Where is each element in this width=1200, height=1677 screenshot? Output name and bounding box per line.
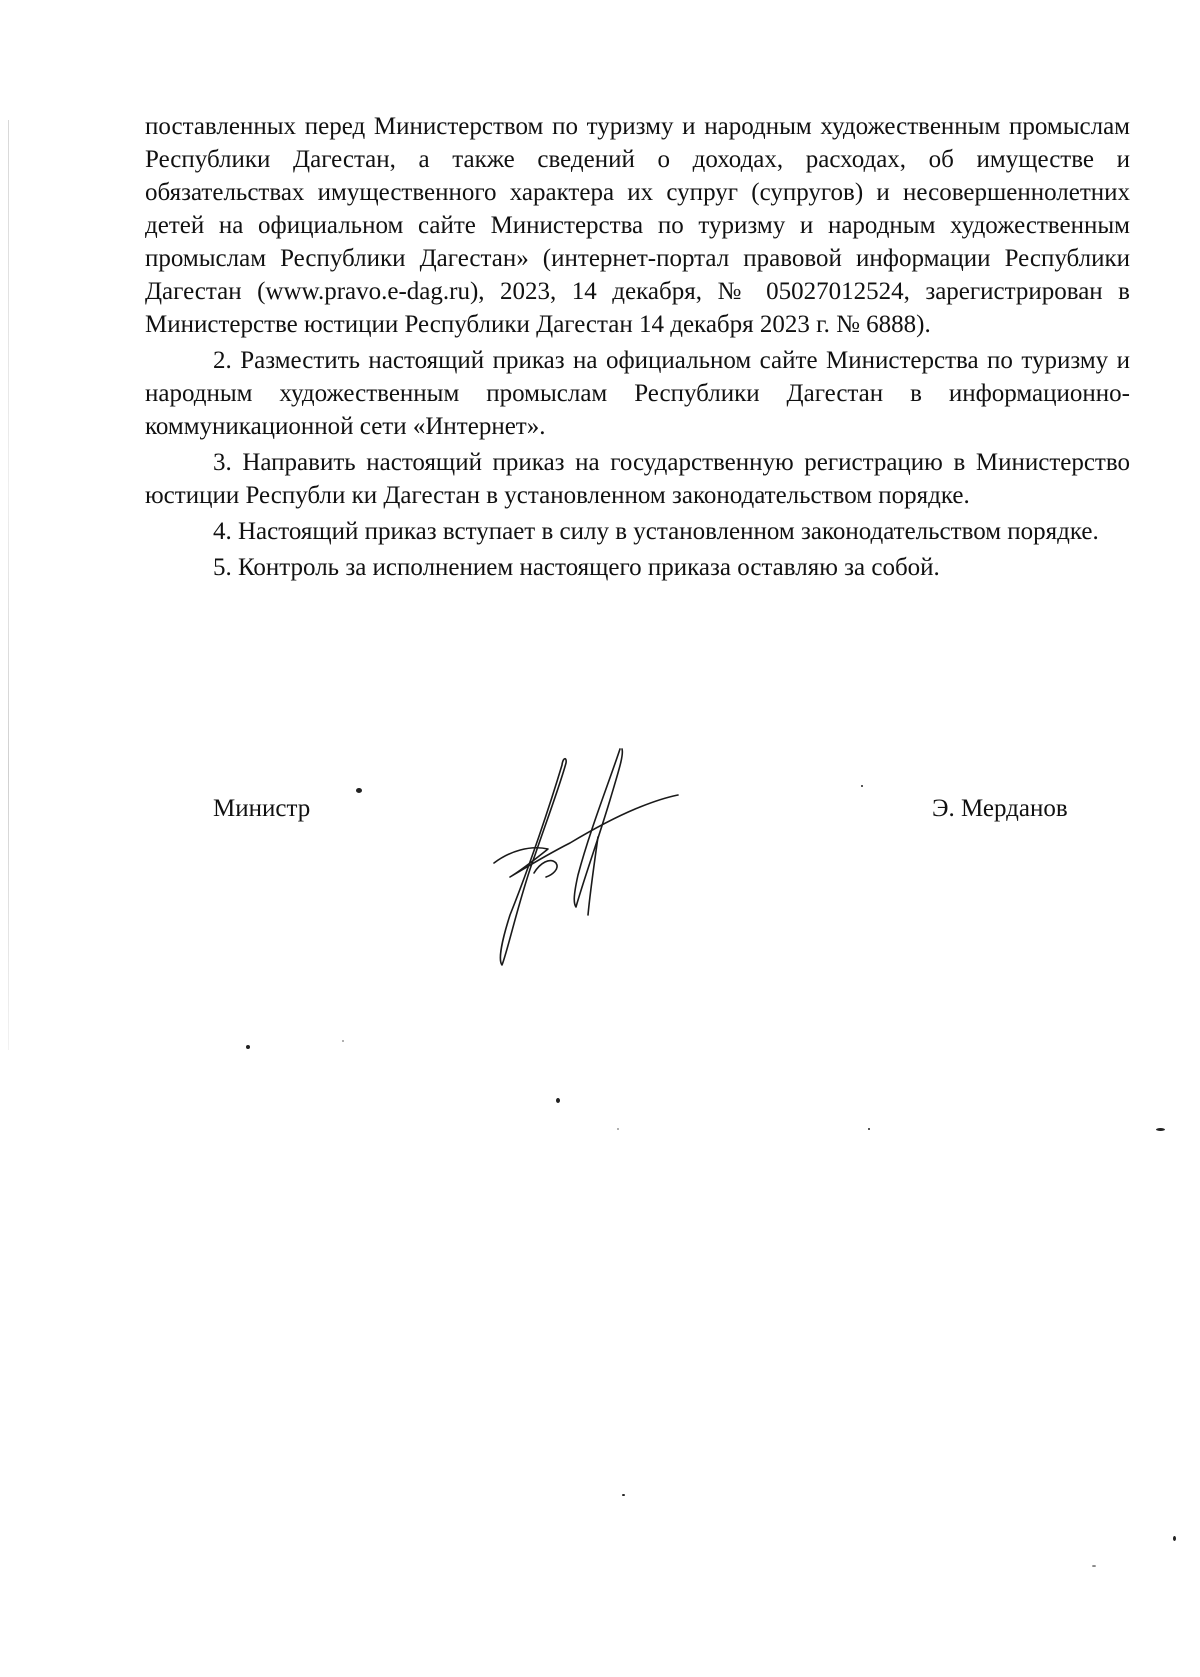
scan-speck	[622, 1494, 625, 1496]
paragraph-item-5: 5. Контроль за исполнением настоящего приказа оставляю за собой.	[213, 554, 940, 581]
paragraph-continuation: поставленных перед Министерством по туризму и народным художественным промыслам Республики Дагестан, а также сведений о доходах, расходах, об имуществе и обязательствах имущественного характера их супруг (супругов) и несовершеннолетних детей на официальном сайте Министерства по туризму и народным художественным промыслам Республики Дагестан» (интернет-портал правовой информации Республики Дагестан (www.pravo.e-dag.ru), 2023, 14 декабря, № 05027012524, зарегистрирован в Министерстве юстиции Республики Дагестан 14 декабря 2023 г. № 6888).	[145, 113, 1130, 338]
paragraph-item-4: 4. Настоящий приказ вступает в силу в установленном законодательством порядке.	[213, 518, 1099, 545]
paragraph-item-2: 2. Разместить настоящий приказ на официальном сайте Министерства по туризму и народным художественным промыслам Республики Дагестан в информационно-коммуникационной сети «Интернет».	[145, 347, 1130, 440]
signatory-name: Э. Мерданов	[932, 795, 1068, 822]
scan-speck	[1092, 1565, 1096, 1567]
scan-speck	[556, 1098, 560, 1103]
scan-speck	[868, 1128, 870, 1130]
paragraph-item-3: 3. Направить настоящий приказ на государственную регистрацию в Министерство юстиции Республи ки Дагестан в установленном законодательством порядке.	[145, 449, 1130, 509]
scan-speck	[246, 1045, 250, 1049]
signatory-title: Министр	[213, 795, 311, 822]
handwritten-signature	[490, 745, 680, 970]
scan-speck	[342, 1040, 344, 1042]
scan-speck	[356, 788, 362, 793]
scan-speck	[861, 785, 863, 787]
scan-speck	[1173, 1536, 1176, 1541]
scan-speck	[617, 1128, 619, 1130]
scan-speck	[1156, 1128, 1165, 1131]
